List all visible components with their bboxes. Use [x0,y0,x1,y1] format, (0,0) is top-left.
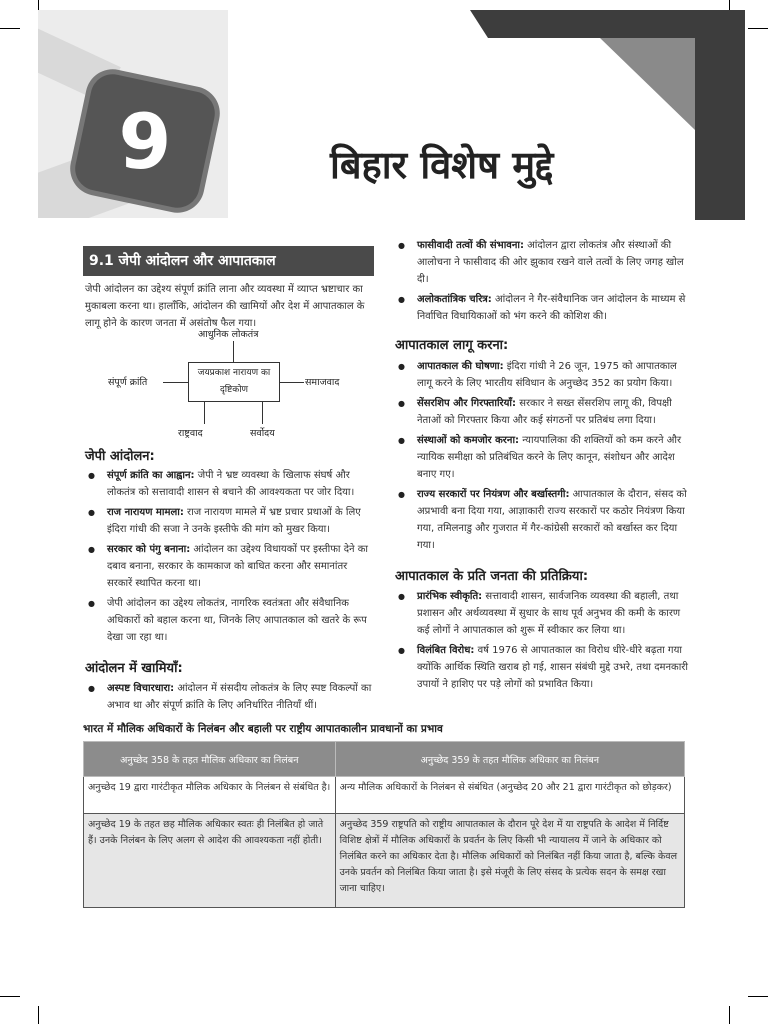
chapter-title: बिहार विशेष मुद्दे [330,143,554,187]
chapter-number: 9 [118,96,172,186]
table-cell: अनुच्छेद 19 द्वारा गारंटीकृत मौलिक अधिकार के निलंबन से संबंधित है। [84,777,336,814]
diagram-bottom-right-label: सर्वोदय [250,428,275,439]
table-row [84,814,685,908]
crop-mark [729,1006,730,1024]
emergency-heading: आपातकाल लागू करना: [395,338,509,353]
list-item: ● प्रारंभिक स्वीकृति: सत्तावादी शासन, सार्वजनिक व्यवस्था की बहाली, तथा प्रशासन और अर्थव्यवस्था में सुधार के साथ पूर्व अनुभव की कमी के कारण कई लोगों ने आपातकाल को शुरू में स्वीकार कर लिया था। [395,588,688,639]
table-header-row [84,742,685,777]
list-item: ● आपातकाल की घोषणा: इंदिरा गांधी ने 26 जून, 1975 को आपातकाल लागू करने के लिए भारतीय संविधान के अनुच्छेद 352 का प्रयोग किया। [395,358,688,392]
public-response-heading: आपातकाल के प्रति जनता की प्रतिक्रिया: [395,569,589,584]
diagram-bottom-left-label: राष्ट्रवाद [178,428,203,439]
list-item: ● संस्थाओं को कमजोर करना: न्यायपालिका की शक्तियों को कम करने और न्यायिक समीक्षा को प्रतिबंधित करने के लिए कानून, संशोधन और आदेश बनाए गए। [395,432,688,483]
public-response-list [395,588,688,696]
jp-movement-heading: जेपी आंदोलन: [85,449,155,464]
list-item: ● राज्य सरकारों पर नियंत्रण और बर्खास्तगी: आपातकाल के दौरान, संसद को अप्रभावी बना दिया गया, आज्ञाकारी राज्य सरकारों पर कठोर नियंत्रण किया गया, तमिलनाडु और गुजरात में गैर-कांग्रेसी सरकारों को बर्खास्त कर दिया गया। [395,486,688,554]
crop-mark [748,996,768,997]
crop-mark [38,1006,39,1024]
table-header-cell: अनुच्छेद 359 के तहत मौलिक अधिकार का निलंबन [335,742,684,777]
table-title: भारत में मौलिक अधिकारों के निलंबन और बहाली पर राष्ट्रीय आपातकालीन प्रावधानों का प्रभाव [83,723,443,735]
flaws-list [85,680,375,717]
flaws-heading: आंदोलन में खामियाँ: [85,661,183,676]
emergency-list [395,358,688,557]
crop-mark [0,28,20,29]
list-item: ● फासीवादी तत्वों की संभावना: आंदोलन द्वारा लोकतंत्र और संस्थाओं की आलोचना ने फासीवाद की ओर झुकाव रखने वाले तत्वों के लिए जगह खोल दी। [395,237,688,288]
rights-suspension-table [83,741,685,908]
crop-mark [0,996,20,997]
diagram-center-box: जयप्रकाश नारायण का दृष्टिकोण [188,362,280,402]
list-item: ● अस्पष्ट विचारधारा: आंदोलन में संसदीय लोकतंत्र के लिए स्पष्ट विकल्पों का अभाव था और संपूर्ण क्रांति के लिए अनिर्धारित नीतियाँ थीं। [85,680,375,714]
list-item: ● राज नारायण मामला: राज नारायण मामले में भ्रष्ट प्रचार प्रथाओं के लिए इंदिरा गांधी की सजा ने उनके इस्तीफे की मांग को मुखर किया। [85,504,375,538]
table-header-cell: अनुच्छेद 358 के तहत मौलिक अधिकार का निलंबन [84,742,336,777]
list-item: ● संपूर्ण क्रांति का आह्वान: जेपी ने भ्रष्ट व्यवस्था के खिलाफ संघर्ष और लोकतंत्र को सत्तावादी शासन से बचाने की आवश्यकता पर जोर दिया। [85,467,375,501]
section-heading: 9.1 जेपी आंदोलन और आपातकाल [83,246,374,276]
top-right-list [395,237,688,328]
list-item: ● विलंबित विरोध: वर्ष 1976 से आपातकाल का विरोध धीरे-धीरे बढ़ता गया क्योंकि आर्थिक स्थिति खराब हो गई, शासन संबंधी मुद्दे उभरे, तथा दमनकारी उपायों ने हाशिए पर पड़े लोगों को प्रभावित किया। [395,642,688,693]
list-item: ● सेंसरशिप और गिरफ्तारियाँ: सरकार ने सख्त सेंसरशिप लागू की, विपक्षी नेताओं को गिरफ्तार किया और कई संगठनों पर प्रतिबंध लगा दिया। [395,395,688,429]
diagram-left-label: संपूर्ण क्रांति [108,377,148,388]
diagram-right-label: समाजवाद [305,377,340,388]
list-item: ● सरकार को पंगु बनाना: आंदोलन का उद्देश्य विधायकों पर इस्तीफा देने का दबाव बनाना, सरकार के कामकाज को बाधित करना और समानांतर सरकारें स्थापित करना था। [85,541,375,592]
crop-mark [748,28,768,29]
table-cell: अनुच्छेद 359 राष्ट्रपति को राष्ट्रीय आपातकाल के दौरान पूरे देश में या राष्ट्रपति के आदेश में निर्दिष्ट विशिष्ट क्षेत्रों में मौलिक अधिकारों के प्रवर्तन के लिए किसी भी न्यायालय में जाने के अधिकार को निलंबित करने का अधिकार देता है। मौलिक अधिकारों को निलंबित नहीं किया जाता है, बल्कि केवल उनके प्रवर्तन को निलंबित किया जाता है। इसे मंजूरी के लिए संसद के प्रत्येक सदन के समक्ष रखा जाना चाहिए। [335,814,684,908]
diagram-top-label: आधुनिक लोकतंत्र [198,329,259,340]
list-item: ● जेपी आंदोलन का उद्देश्य लोकतंत्र, नागरिक स्वतंत्रता और संवैधानिक अधिकारों को बहाल करना था, जिनके लिए आपातकाल को खतरे के रूप देखा जा रहा था। [85,595,375,646]
jp-movement-list [85,467,375,649]
intro-paragraph: जेपी आंदोलन का उद्देश्य संपूर्ण क्रांति लाना और व्यवस्था में व्याप्त भ्रष्टाचार का मुकाबला करना था। हालाँकि, आंदोलन की खामियों और देश में आपातकाल के लागू होने के कारण जनता में असंतोष फैल गया। [85,284,365,329]
list-item: ● अलोकतांत्रिक चरित्र: आंदोलन ने गैर-संवैधानिक जन आंदोलन के माध्यम से निर्वाचित विधायिकाओं को भंग करने की कोशिश की। [395,291,688,325]
table-row [84,777,685,814]
table-cell: अनुच्छेद 19 के तहत छह मौलिक अधिकार स्वतः ही निलंबित हो जाते हैं। उनके निलंबन के लिए अलग से आदेश की आवश्यकता नहीं होती। [84,814,336,908]
table-cell: अन्य मौलिक अधिकारों के निलंबन से संबंधित (अनुच्छेद 20 और 21 द्वारा गारंटीकृत को छोड़कर) [335,777,684,814]
